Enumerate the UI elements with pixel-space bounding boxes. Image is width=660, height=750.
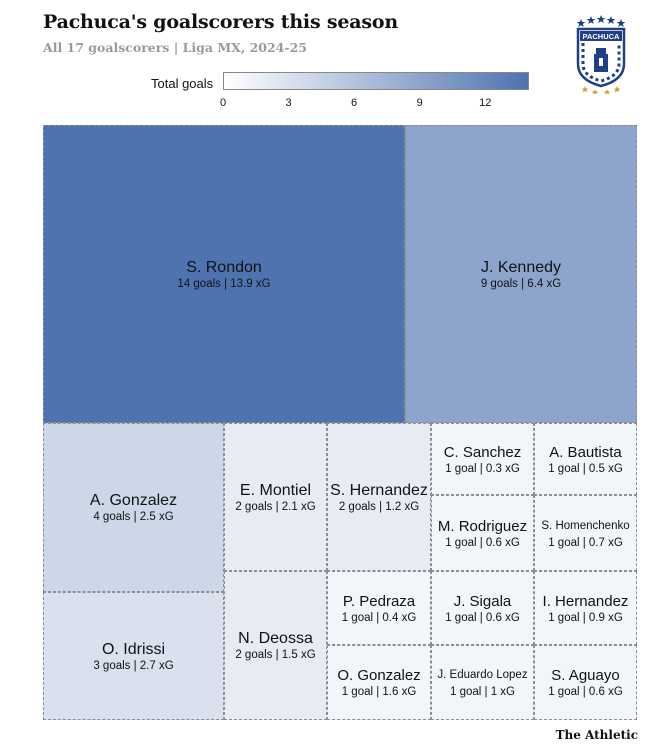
cell-goals-xg-label: 14 goals | 13.9 xG: [177, 277, 271, 290]
cell-player-name: A. Bautista: [549, 443, 622, 461]
legend-tick: 12: [479, 97, 492, 109]
cell-goals-xg-label: 9 goals | 6.4 xG: [480, 277, 562, 290]
cell-player-name: A. Gonzalez: [89, 492, 178, 509]
legend-color-bar: [223, 72, 529, 90]
cell-player-name: J. Sigala: [453, 592, 512, 610]
cell-goals-xg-label: 1 goal | 0.6 xG: [445, 536, 520, 549]
cell-player-name: O. Idrissi: [101, 640, 166, 658]
treemap-cell: [43, 592, 224, 720]
legend-tick: 6: [351, 97, 358, 109]
treemap-cell: [224, 423, 327, 571]
treemap-cell: [534, 495, 637, 571]
treemap-chart: [43, 125, 637, 720]
cell-goals-xg-label: 1 goal | 0.3 xG: [445, 462, 520, 475]
cell-goals-xg-label: 3 goals | 2.7 xG: [93, 659, 174, 672]
treemap-cell: [431, 495, 534, 571]
chart-title: Pachuca's goalscorers this season: [43, 11, 398, 33]
treemap-cell: [327, 423, 431, 571]
cell-goals-xg-label: 1 goal | 0.9 xG: [548, 611, 623, 624]
legend-tick: 9: [416, 97, 423, 109]
cell-goals-xg-label: 1 goal | 0.7 xG: [548, 536, 623, 549]
treemap-cell: [327, 645, 431, 720]
cell-player-name: I. Hernandez: [542, 592, 629, 610]
treemap-cell: [431, 645, 534, 720]
cell-goals-xg-label: 1 goal | 1.6 xG: [341, 686, 417, 698]
pachuca-crest-icon: [574, 14, 628, 94]
cell-goals-xg-label: 2 goals | 1.2 xG: [338, 500, 420, 513]
cell-player-name: J. Eduardo Lopez: [437, 669, 528, 681]
cell-player-name: S. Homenchenko: [541, 519, 630, 532]
treemap-cell: [405, 125, 637, 423]
cell-goals-xg-label: 1 goal | 0.5 xG: [548, 462, 623, 475]
cell-player-name: E. Montiel: [239, 481, 312, 499]
treemap-cell: [431, 571, 534, 645]
legend-tick: 3: [285, 97, 292, 109]
treemap-cell: [43, 125, 405, 423]
cell-goals-xg-label: 1 goal | 0.4 xG: [341, 611, 417, 624]
legend-tick: 0: [219, 97, 227, 109]
source-credit: The Athletic: [555, 728, 638, 742]
cell-player-name: N. Deossa: [238, 630, 313, 647]
cell-player-name: O. Gonzalez: [337, 667, 421, 684]
legend-label: Total goals: [151, 76, 214, 91]
cell-player-name: M. Rodriguez: [437, 517, 528, 535]
treemap-cell: [43, 423, 224, 592]
cell-player-name: P. Pedraza: [342, 592, 416, 610]
cell-goals-xg-label: 1 goal | 1 xG: [450, 686, 515, 698]
treemap-cell: [431, 423, 534, 495]
treemap-cell: [534, 645, 637, 720]
cell-player-name: C. Sanchez: [443, 443, 522, 461]
cell-player-name: S. Aguayo: [551, 667, 620, 684]
cell-goals-xg-label: 1 goal | 0.6 xG: [445, 611, 520, 624]
cell-goals-xg-label: 4 goals | 2.5 xG: [93, 511, 174, 523]
treemap-cell: [327, 571, 431, 645]
cell-goals-xg-label: 1 goal | 0.6 xG: [548, 686, 623, 698]
cell-goals-xg-label: 2 goals | 2.1 xG: [235, 500, 316, 513]
cell-player-name: J. Kennedy: [480, 258, 562, 276]
treemap-cell: [534, 571, 637, 645]
cell-player-name: S. Rondon: [186, 258, 262, 276]
chart-subtitle: All 17 goalscorers | Liga MX, 2024-25: [43, 40, 307, 55]
svg-text:PACHUCA: PACHUCA: [582, 32, 620, 41]
cell-goals-xg-label: 2 goals | 1.5 xG: [235, 649, 316, 661]
treemap-cell: [224, 571, 327, 720]
treemap-cell: [534, 423, 637, 495]
cell-player-name: S. Hernandez: [330, 481, 428, 499]
